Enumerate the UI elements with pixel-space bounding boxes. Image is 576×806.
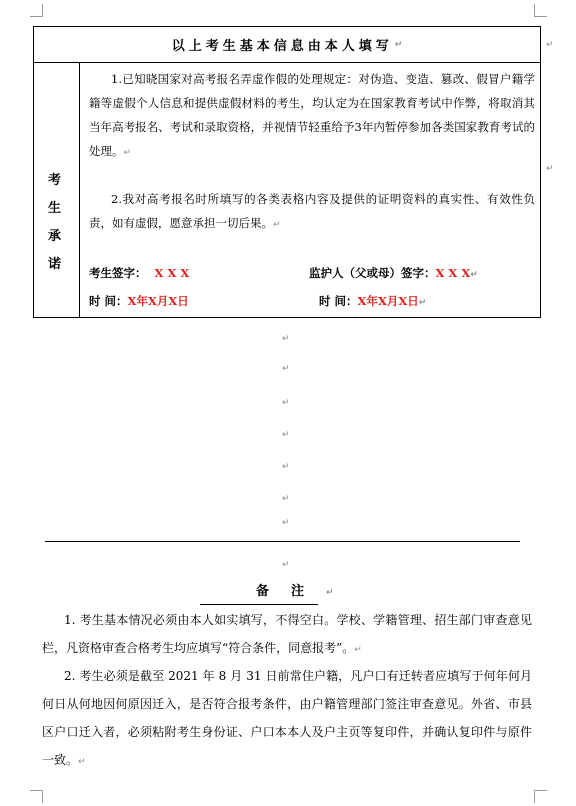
empty-paragraph-mark: ↵ (282, 494, 290, 504)
empty-paragraph-mark: ↵ (282, 518, 290, 528)
empty-paragraph-mark: ↵ (282, 364, 290, 374)
guardian-date-value: X年X月X日 (357, 294, 419, 308)
student-date-value: X年X月X日 (127, 294, 189, 308)
student-signature (89, 261, 189, 285)
empty-paragraph-mark: ↵ (282, 398, 290, 408)
crop-mark-bottom-left (30, 790, 43, 803)
paragraph-mark: ↵ (394, 39, 403, 50)
empty-paragraph-mark: ↵ (282, 560, 290, 570)
guardian-signature: 监护人（父或母）签字：X X X↵ (309, 266, 478, 280)
commitment-paragraph-2: 2.我对高考报名时所填写的各类表格内容及提供的证明资料的真实性、有效性负责，如有虚假，愿意承担一切后果。↵ (89, 192, 535, 230)
notes-title-rule (200, 604, 318, 605)
note-2: 2. 考生必须是截至 2021 年 8 月 31 日前常住户籍，凡户口有迁转者应填写于何年何月何日从何地因何原因迁入，是否符合报考条件，由户籍管理部门签注审查意见。外省、市县区户口迁入者，必须粘附考生身份证、户口本本人及户主页等复印件，并确认复印件与原件一致。↵ (42, 669, 532, 767)
side-label-char: 诺 (48, 257, 62, 272)
notes-title: 备注↵ (256, 584, 334, 599)
empty-paragraph-mark: ↵ (282, 430, 290, 440)
commitment-table (33, 26, 541, 318)
side-label-char: 考 (48, 173, 62, 188)
empty-paragraph-mark: ↵ (282, 462, 290, 472)
commitment-body (81, 63, 541, 318)
row-end-mark: ↵ (546, 164, 554, 174)
crop-mark-top-right (534, 4, 547, 17)
side-label-char: 生 (48, 201, 62, 216)
student-signature-value: X X X (154, 266, 190, 280)
side-label-cell (34, 63, 80, 318)
guardian-date-label: 时 间： (319, 294, 358, 308)
guardian-date: 时 间：X年X月X日↵ (319, 294, 427, 308)
table-header (34, 27, 540, 63)
horizontal-rule (45, 541, 520, 542)
crop-mark-bottom-right (534, 790, 547, 803)
side-label-char: 承 (48, 229, 62, 244)
commitment-paragraph-1: 1.已知晓国家对高考报名弄虚作假的处理规定：对伪造、变造、篡改、假冒户籍学籍等虚假个人信息和提供虚假材料的考生，均认定为在国家教育考试中作弊，将取消其当年高考报名、考试和录取资格，并视情节轻重给予3年内暂停参加各类国家教育考试的处理。↵ (89, 72, 535, 158)
guardian-signature-label: 监护人（父或母）签字： (309, 266, 436, 280)
student-date-label: 时 间： (89, 294, 128, 308)
student-date (89, 289, 189, 313)
guardian-signature-value: X X X (435, 266, 471, 280)
empty-paragraph-mark: ↵ (282, 334, 290, 344)
note-1: 1. 考生基本情况必须由本人如实填写，不得空白。学校、学籍管理、招生部门审查意见栏，凡资格审查合格考生均应填写“符合条件，同意报考”。↵ (42, 613, 532, 655)
row-end-mark: ↵ (546, 40, 554, 50)
crop-mark-top-left (30, 4, 43, 17)
table-header-text: 以上考生基本信息由本人填写 (171, 39, 393, 54)
student-signature-label: 考生签字： (89, 266, 147, 280)
